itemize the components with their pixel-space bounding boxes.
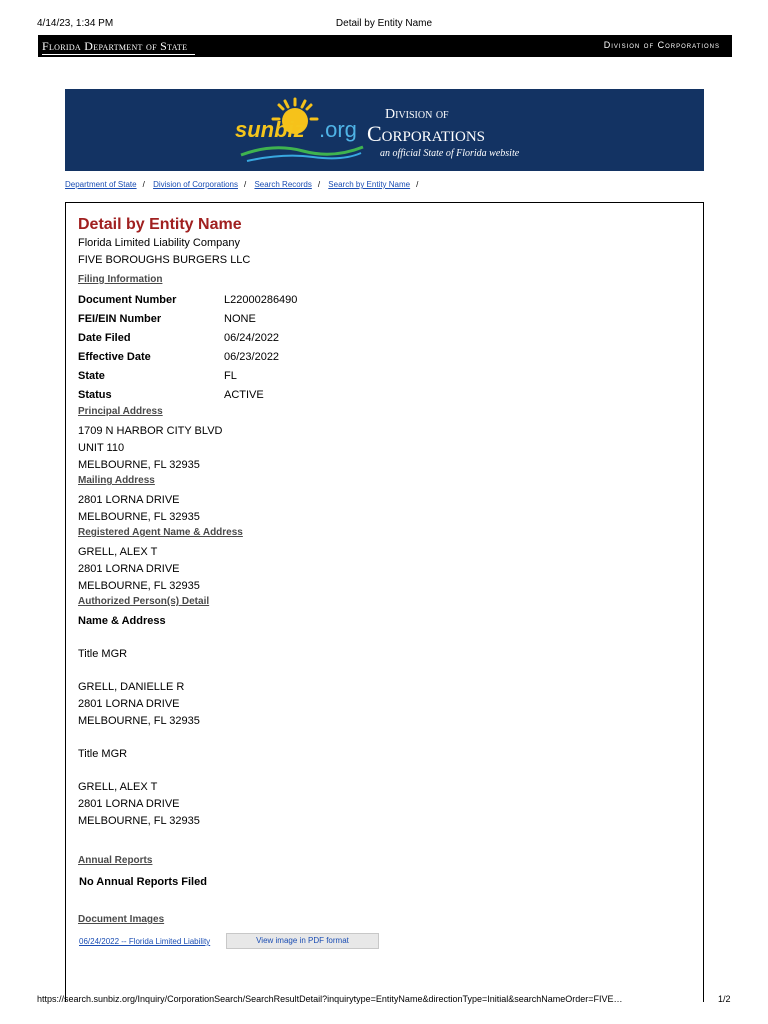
filing-value: 06/24/2022 bbox=[224, 332, 280, 344]
filing-value: L22000286490 bbox=[224, 294, 298, 306]
page-title: Detail by Entity Name bbox=[78, 216, 242, 233]
breadcrumb-department-of-state[interactable]: Department of State bbox=[65, 180, 137, 189]
registered-agent-line: MELBOURNE, FL 32935 bbox=[78, 580, 200, 592]
division-of-label: Division of bbox=[385, 107, 449, 122]
filing-row bbox=[78, 310, 688, 329]
print-url: https://search.sunbiz.org/Inquiry/CorporationSearch/SearchResultDetail?inquirytype=EntityName&directionType=Initial&searchNameOrder=FIVE… bbox=[37, 994, 623, 1004]
breadcrumb-search-records[interactable]: Search Records bbox=[254, 180, 312, 189]
principal-address-heading: Principal Address bbox=[78, 406, 163, 417]
name-address-subheading: Name & Address bbox=[78, 615, 166, 627]
filing-row bbox=[78, 329, 688, 348]
filing-row bbox=[78, 367, 688, 386]
person-line: MELBOURNE, FL 32935 bbox=[78, 815, 200, 827]
breadcrumb-division-of-corporations[interactable]: Division of Corporations bbox=[153, 180, 238, 189]
detail-content bbox=[78, 215, 688, 951]
principal-address-line: UNIT 110 bbox=[78, 442, 125, 454]
print-datetime: 4/14/23, 1:34 PM bbox=[37, 18, 114, 29]
entity-name: FIVE BOROUGHS BURGERS LLC bbox=[78, 254, 251, 266]
filing-value: ACTIVE bbox=[224, 389, 264, 401]
breadcrumb-sep: / bbox=[244, 180, 247, 189]
top-bar-underline bbox=[42, 54, 195, 55]
breadcrumb-sep: / bbox=[142, 180, 145, 189]
person-line: GRELL, ALEX T bbox=[78, 781, 158, 793]
authorized-persons-heading: Authorized Person(s) Detail bbox=[78, 596, 210, 607]
filing-label: State bbox=[78, 370, 105, 382]
detail-panel bbox=[65, 202, 704, 1002]
filing-label: Date Filed bbox=[78, 332, 131, 344]
registered-agent-line: 2801 LORNA DRIVE bbox=[78, 563, 180, 575]
print-header bbox=[0, 14, 768, 30]
breadcrumb-search-by-entity-name[interactable]: Search by Entity Name bbox=[328, 180, 411, 189]
breadcrumb-sep: / bbox=[317, 180, 321, 189]
filing-value: 06/23/2022 bbox=[224, 351, 280, 363]
print-footer bbox=[0, 994, 768, 1008]
filing-label: Status bbox=[78, 389, 112, 401]
filing-value: NONE bbox=[224, 313, 256, 325]
person-title: Title MGR bbox=[78, 748, 128, 760]
person-line: 2801 LORNA DRIVE bbox=[78, 698, 180, 710]
banner-tagline: an official State of Florida website bbox=[380, 148, 520, 159]
person-line: 2801 LORNA DRIVE bbox=[78, 798, 180, 810]
entity-type: Florida Limited Liability Company bbox=[78, 237, 241, 249]
document-image-link[interactable]: 06/24/2022 -- Florida Limited Liability bbox=[79, 937, 211, 946]
person-title: Title MGR bbox=[78, 648, 128, 660]
filing-row bbox=[78, 291, 688, 310]
breadcrumb-sep: / bbox=[416, 180, 419, 189]
org-wordmark: .org bbox=[319, 117, 357, 142]
person-line: GRELL, DANIELLE R bbox=[78, 681, 185, 693]
principal-address-line: 1709 N HARBOR CITY BLVD bbox=[78, 425, 223, 437]
view-pdf-button[interactable]: View image in PDF format bbox=[226, 933, 379, 949]
florida-dos-label: Florida Department of State bbox=[42, 39, 188, 53]
filing-label: FEI/EIN Number bbox=[78, 313, 162, 325]
registered-agent-line: GRELL, ALEX T bbox=[78, 546, 158, 558]
state-top-bar bbox=[38, 35, 732, 57]
principal-address-line: MELBOURNE, FL 32935 bbox=[78, 459, 200, 471]
filing-value: FL bbox=[224, 370, 237, 382]
florida-dos-link[interactable] bbox=[42, 39, 195, 55]
annual-reports-text: No Annual Reports Filed bbox=[79, 876, 207, 888]
filing-row bbox=[78, 348, 688, 367]
sunbiz-wordmark: sunbiz bbox=[235, 117, 305, 142]
mailing-address-line: 2801 LORNA DRIVE bbox=[78, 494, 180, 506]
mailing-address-heading: Mailing Address bbox=[78, 475, 155, 486]
print-page-number: 1/2 bbox=[718, 994, 731, 1004]
filing-row bbox=[78, 386, 688, 405]
mailing-address-line: MELBOURNE, FL 32935 bbox=[78, 511, 200, 523]
annual-reports-heading: Annual Reports bbox=[78, 855, 153, 866]
person-line: MELBOURNE, FL 32935 bbox=[78, 715, 200, 727]
corporations-label: Corporations bbox=[367, 121, 486, 146]
filing-label: Effective Date bbox=[78, 351, 151, 363]
registered-agent-heading: Registered Agent Name & Address bbox=[78, 527, 243, 538]
filing-information-heading: Filing Information bbox=[78, 274, 163, 285]
division-label: Division of Corporations bbox=[603, 40, 720, 50]
document-image-row bbox=[78, 933, 688, 951]
document-images-heading: Document Images bbox=[78, 914, 165, 925]
breadcrumb bbox=[65, 180, 424, 189]
filing-label: Document Number bbox=[78, 294, 177, 306]
sunbiz-banner[interactable] bbox=[65, 89, 704, 171]
print-title: Detail by Entity Name bbox=[335, 18, 433, 29]
